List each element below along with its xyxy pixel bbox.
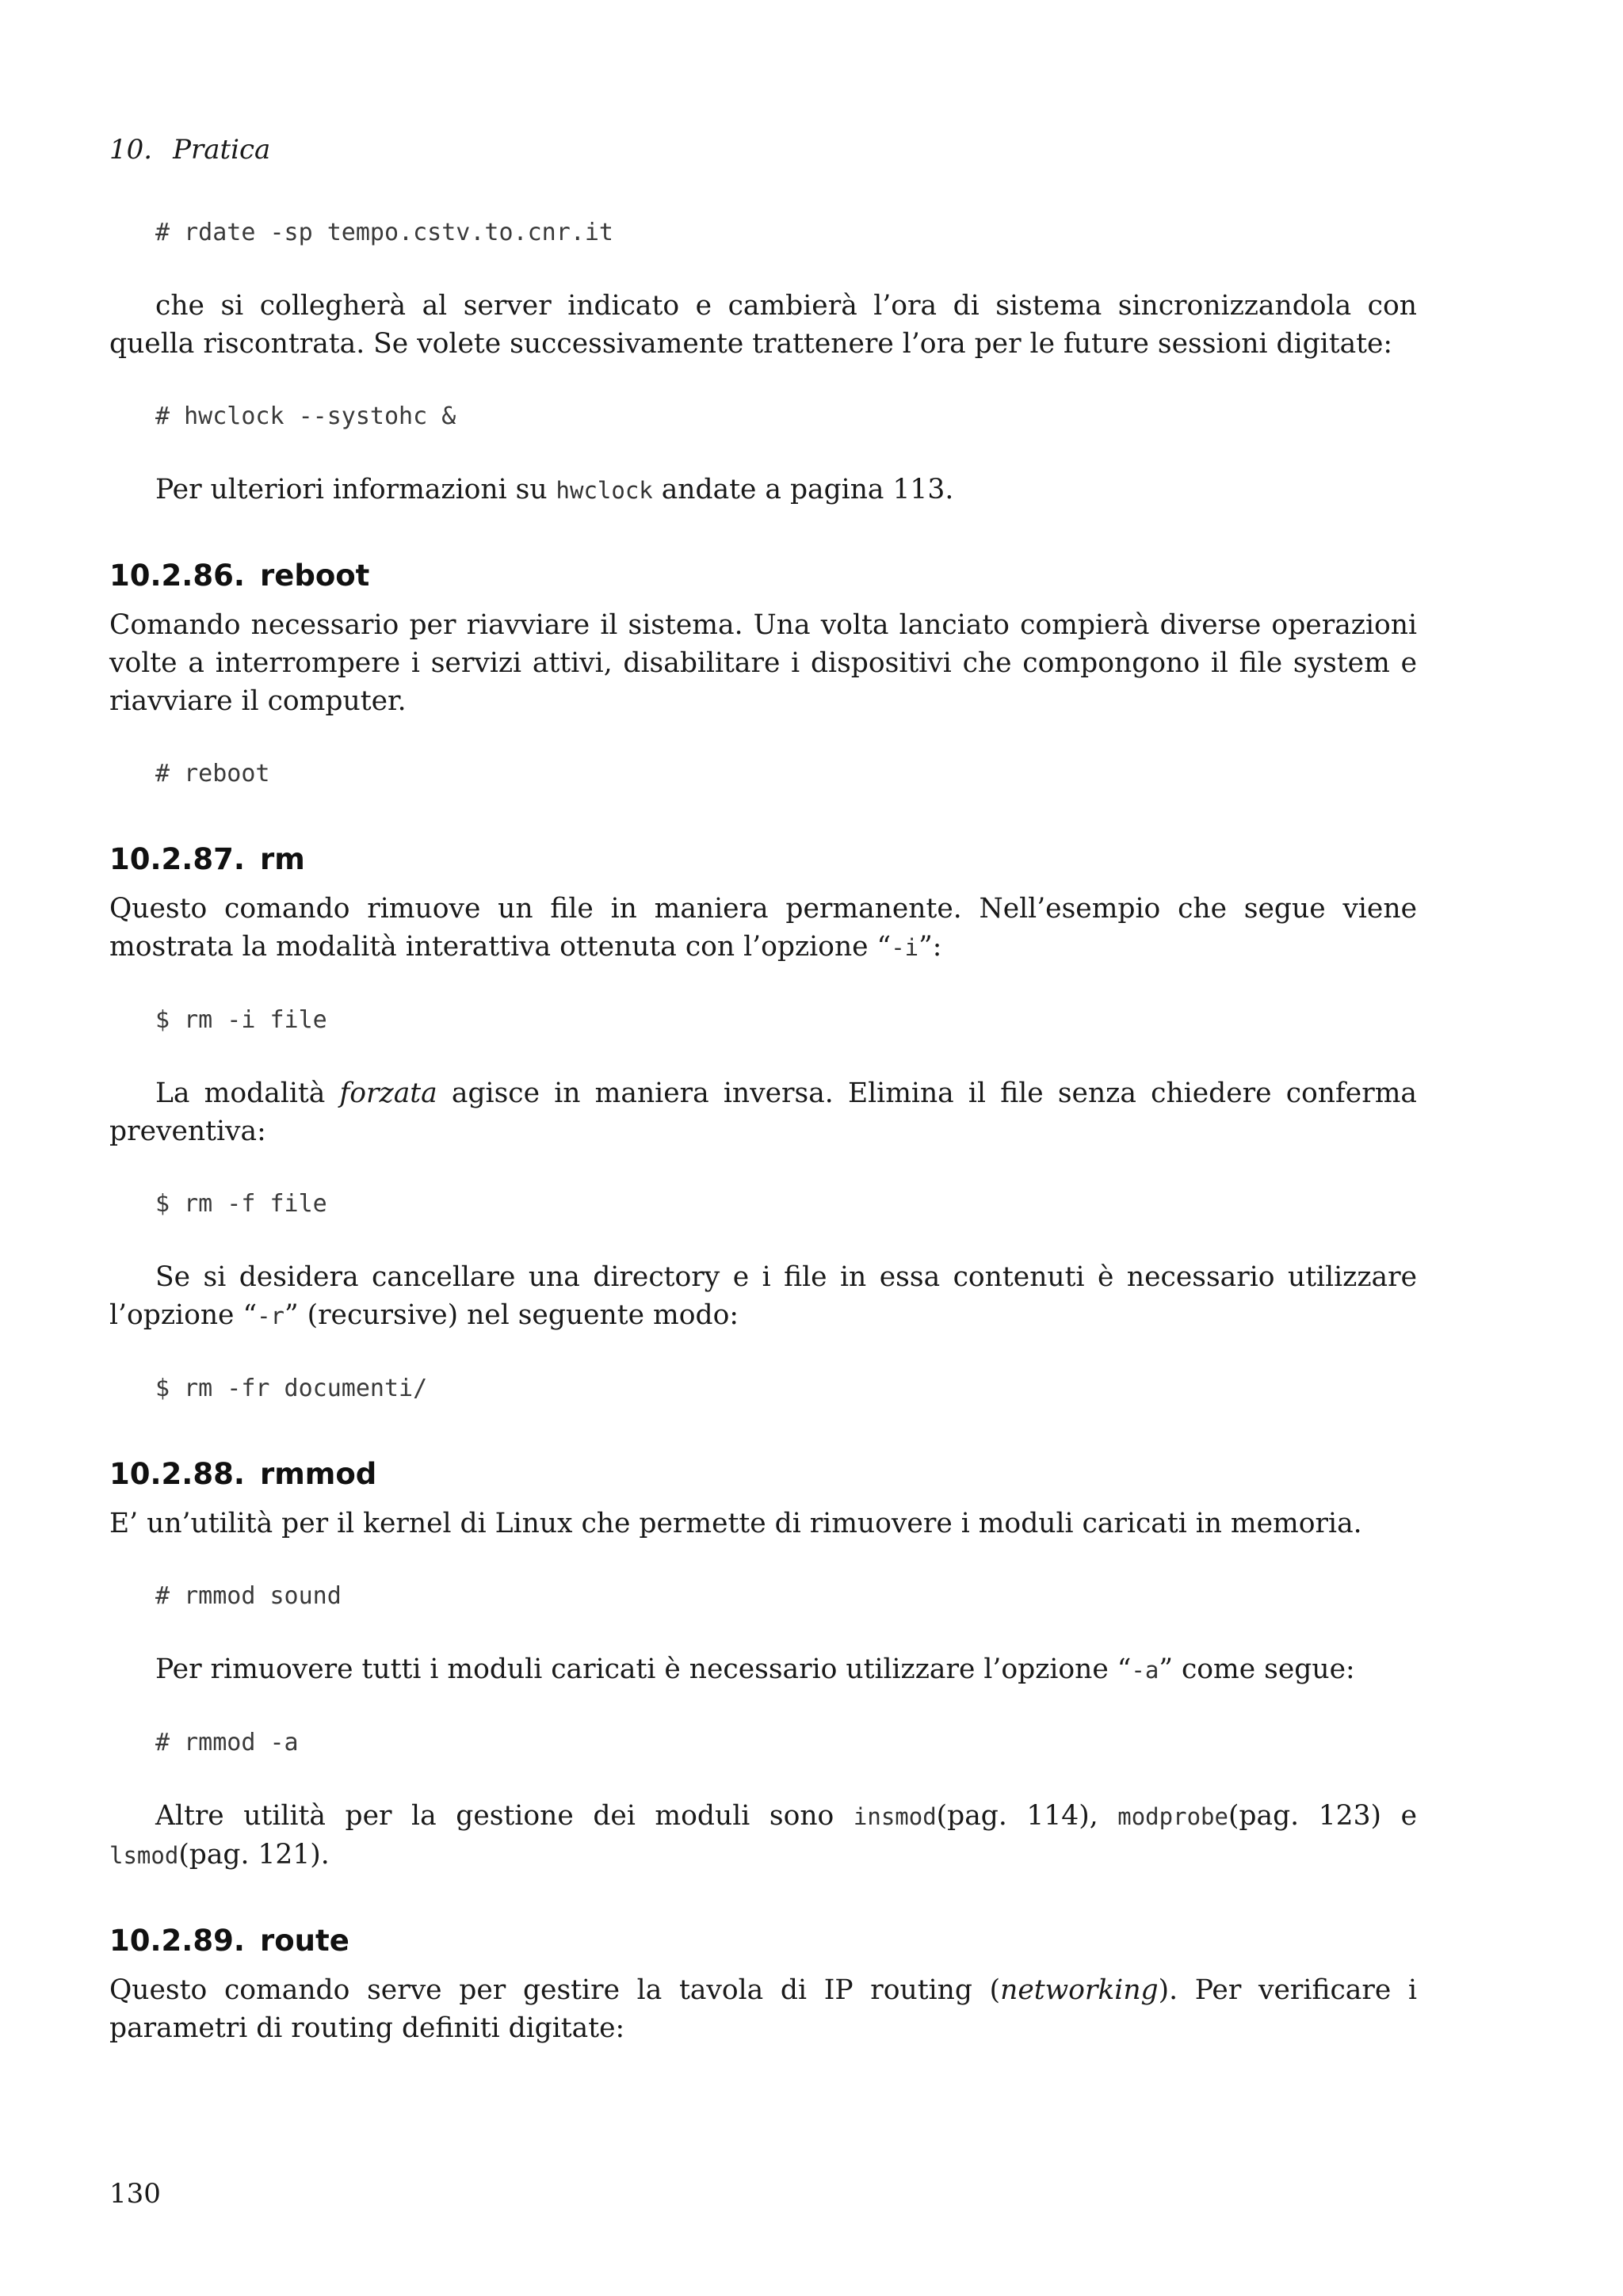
code-rm-f: $ rm -f file [155, 1190, 327, 1218]
paragraph-hwclock [109, 471, 1417, 509]
chapter-title: Pratica [173, 134, 271, 166]
text-span: (pag. 114), [936, 1800, 1118, 1832]
running-header [109, 133, 270, 166]
paragraph-rmmod-all [109, 1650, 1417, 1689]
text-span: La modalità [155, 1077, 340, 1109]
code-reboot: # reboot [155, 760, 270, 788]
paragraph-rm-recursive [109, 1258, 1417, 1335]
section-title: reboot [260, 559, 370, 593]
text-span: Se si desidera cancellare una directory e i file in essa contenuti è necessario utilizzare l’opzione “ [109, 1261, 1417, 1331]
text-span: andate a pagina 113. [652, 474, 954, 505]
text-span: agisce in maniera inversa. Elimina il file senza chiedere conferma preventiva: [109, 1077, 1417, 1147]
paragraph-rm-forced [109, 1074, 1417, 1150]
inline-option: -r [257, 1302, 285, 1329]
section-number: 10.2.88. [109, 1457, 245, 1491]
inline-command: insmod [853, 1803, 937, 1830]
text-span: (pag. 121). [178, 1839, 330, 1871]
code-rmmod-a: # rmmod -a [155, 1729, 299, 1756]
text-span: ). Per verificare i parametri di routing definiti digitate: [109, 1974, 1417, 2044]
paragraph-rmmod-related [109, 1797, 1417, 1875]
paragraph-rm-interactive [109, 890, 1417, 967]
text-span: Questo comando rimuove un file in maniera permanente. Nell’esempio che segue viene mostrata la modalità interattiva ottenuta con l’opzione “ [109, 893, 1417, 963]
paragraph-reboot: Comando necessario per riavviare il sistema. Una volta lanciato compierà diverse operazioni volte a interrompere i servizi attivi, disabilitare i dispositivi che compongono il file system e riavviare il computer. [109, 609, 1417, 717]
text-span: (pag. 123) e [1228, 1800, 1417, 1832]
paragraph-rdate: che si collegherà al server indicato e cambierà l’ora di sistema sincronizzandola con quella riscontrata. Se volete successivamente trattenere l’ora per le future sessioni digitate: [109, 290, 1417, 360]
code-rdate: # rdate -sp tempo.cstv.to.cnr.it [155, 219, 613, 246]
text-span: Questo comando serve per gestire la tavola di IP routing ( [109, 1974, 1001, 2006]
inline-option: -i [891, 934, 919, 961]
section-heading-rm [109, 841, 1417, 879]
inline-option: -a [1131, 1657, 1159, 1684]
section-title: route [260, 1924, 349, 1958]
section-number: 10.2.86. [109, 559, 245, 593]
text-span: Per rimuovere tutti i moduli caricati è necessario utilizzare l’opzione “ [155, 1653, 1132, 1685]
inline-command: lsmod [109, 1842, 179, 1869]
section-title: rm [260, 842, 305, 876]
page-body [109, 214, 1417, 2047]
section-heading-rmmod [109, 1455, 1417, 1493]
emphasis: forzata [339, 1077, 437, 1109]
code-rmmod-sound: # rmmod sound [155, 1582, 342, 1610]
inline-command: hwclock [556, 477, 653, 504]
section-number: 10.2.89. [109, 1924, 245, 1958]
paragraph-route [109, 1971, 1417, 2047]
page-number: 130 [109, 2178, 161, 2210]
text-span: ” (recursive) nel seguente modo: [285, 1299, 739, 1331]
section-title: rmmod [260, 1457, 377, 1491]
text-span: ” come segue: [1159, 1653, 1355, 1685]
code-hwclock: # hwclock --systohc & [155, 402, 456, 430]
code-rm-i: $ rm -i file [155, 1006, 327, 1034]
code-rm-fr: $ rm -fr documenti/ [155, 1375, 428, 1402]
inline-command: modprobe [1117, 1803, 1228, 1830]
text-span: Altre utilità per la gestione dei moduli sono [155, 1800, 854, 1832]
text-span: ”: [918, 931, 942, 963]
section-heading-reboot [109, 557, 1417, 595]
paragraph-rmmod-intro: E’ un’utilità per il kernel di Linux che permette di rimuovere i moduli caricati in memoria. [109, 1508, 1362, 1539]
section-number: 10.2.87. [109, 842, 245, 876]
section-heading-route [109, 1922, 1417, 1960]
chapter-number: 10. [109, 134, 153, 166]
text-span: Per ulteriori informazioni su [155, 474, 556, 505]
emphasis: networking [1000, 1974, 1159, 2006]
